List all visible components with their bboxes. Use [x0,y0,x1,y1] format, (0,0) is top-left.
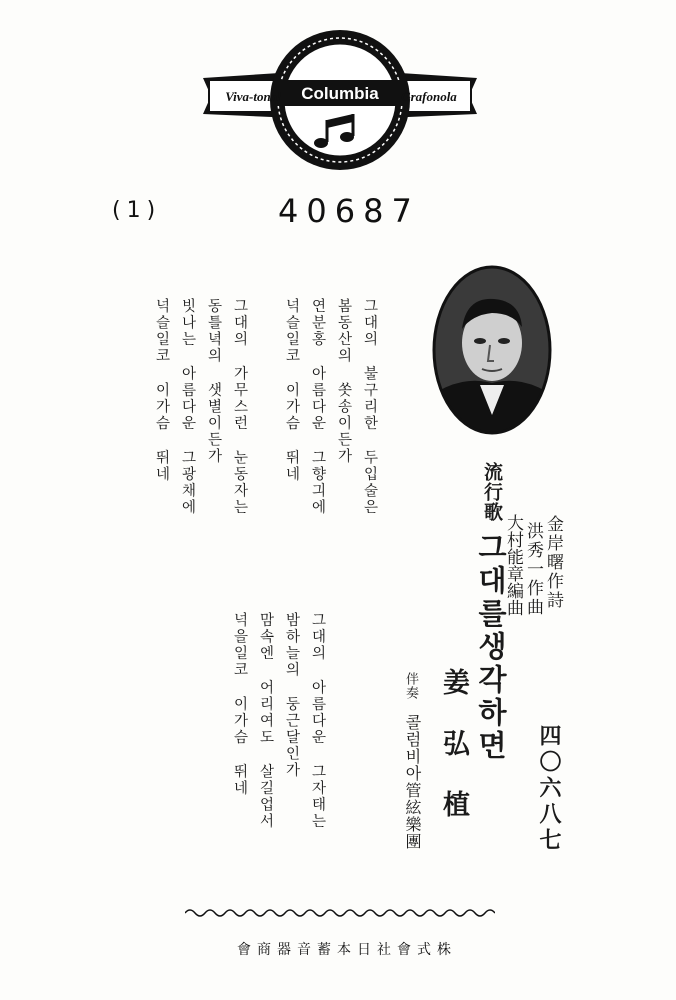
wavy-divider [185,907,495,919]
verse-2-line-3: 빗나는 아름다운 그광채에 [179,298,196,516]
publisher-footer: 株式會社日本蓄音器商會 [237,942,457,958]
verse-1-line-3: 연분홍 아름다운 그향긔에 [309,298,326,516]
record-number-vertical: 四〇六八七 [536,724,562,854]
verse-3-line-2: 밤하늘의 둥근달인가 [283,612,300,779]
verse-3-line-3: 맘속엔 어리여도 살길업서 [257,612,274,830]
arranger-credit: 大村能章編曲 [503,514,523,616]
verse-2-line-1: 그대의 가무스런 눈동자는 [231,298,248,516]
verse-1-line-2: 봄동산의 쏫송이든가 [335,298,352,465]
singer-name: 姜弘植 [438,668,469,851]
verse-2-line-4: 넉슬일코 이가슴 뛰네 [153,298,170,483]
verse-1-line-4: 넉슬일코 이가슴 뛰네 [283,298,300,483]
verse-1-line-1: 그대의 불구리한 두입술은 [361,298,378,516]
accompaniment-label: 伴奏 [403,672,418,700]
record-number: 40687 [278,192,420,230]
singer-portrait [432,265,552,435]
verse-2-line-2: 동틀녁의 샛별이든가 [205,298,222,465]
composer-credit: 洪秀一作曲 [523,522,543,617]
accompaniment-name: 콜럼비아管絃樂團 [403,714,422,850]
verse-3-line-1: 그대의 아름다운 그자태는 [309,612,326,830]
side-number: (1) [112,198,162,223]
lyricist-credit: 金岸曙作詩 [543,515,563,610]
columbia-logo [195,22,485,172]
logo-center-text: Columbia [301,84,379,103]
logo-left-text: Viva-tonal [225,89,281,104]
genre-label: 流行歌 [481,462,503,522]
song-title: 그대를생각하면 [474,532,508,763]
logo-right-text: Grafonola [401,89,457,104]
verse-3-line-4: 넉을일코 이가슴 뛰네 [231,612,248,797]
